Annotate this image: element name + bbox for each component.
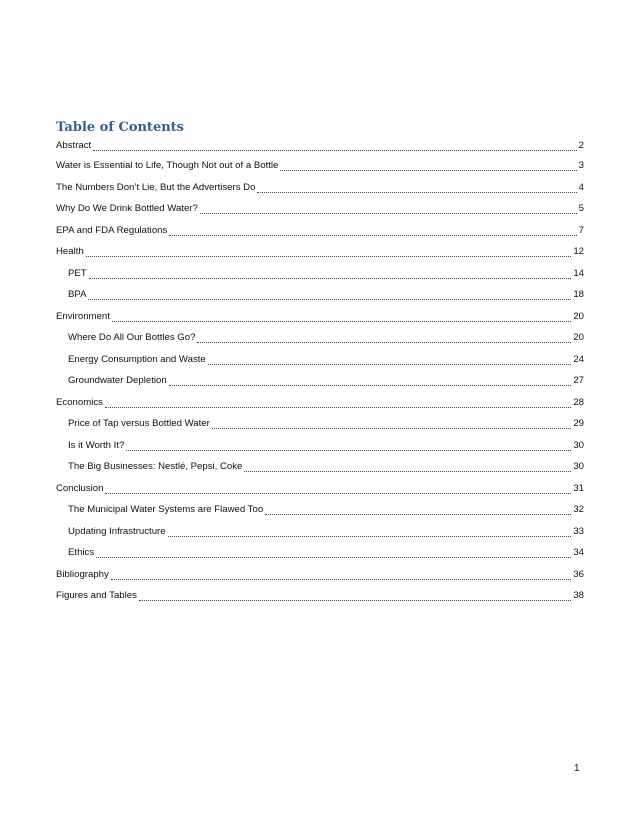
toc-entry-page: 2: [578, 140, 584, 151]
toc-entry-label: Ethics: [68, 547, 95, 558]
toc-entry-page: 14: [573, 267, 584, 279]
toc-entry-page: 28: [573, 396, 584, 408]
toc-entry-environment[interactable]: [56, 310, 584, 332]
toc-entry-groundwater[interactable]: [56, 374, 584, 396]
toc-leader-dots: [126, 441, 571, 451]
toc-entry-page: 24: [573, 353, 584, 365]
toc-entry-label: BPA: [68, 289, 87, 300]
toc-entry-page: 32: [573, 504, 584, 515]
toc-entry-page: 31: [573, 482, 584, 494]
toc-leader-dots: [280, 161, 576, 171]
toc-entry-page: 36: [573, 568, 584, 580]
toc-entry-label: Groundwater Depletion: [68, 375, 167, 386]
toc-leader-dots: [105, 398, 571, 408]
toc-leader-dots: [200, 204, 577, 214]
toc-leader-dots: [168, 527, 572, 537]
toc-entry-where-bottles-go[interactable]: [56, 331, 584, 353]
toc-leader-dots: [212, 419, 571, 429]
toc-entry-worth-it[interactable]: [56, 439, 584, 461]
toc-entry-label: Bibliography: [56, 568, 109, 580]
toc-leader-dots: [169, 376, 572, 386]
toc-entry-label: The Numbers Don’t Lie, But the Advertisers Do: [56, 181, 256, 193]
toc-entry-why-bottled-water[interactable]: [56, 202, 584, 224]
toc-entry-page: 27: [573, 375, 584, 386]
toc-entry-label: Energy Consumption and Waste: [68, 353, 206, 365]
toc-leader-dots: [105, 484, 571, 494]
toc-entry-label: Is it Worth It?: [68, 439, 125, 451]
toc-entry-pet[interactable]: [56, 267, 584, 289]
toc-leader-dots: [112, 312, 571, 322]
toc-leader-dots: [257, 183, 576, 193]
toc-entry-label: The Municipal Water Systems are Flawed Too: [68, 504, 264, 515]
toc-entry-label: Where Do All Our Bottles Go?: [68, 332, 196, 343]
toc-entry-page: 18: [573, 289, 584, 300]
toc-entry-label: Updating Infrastructure: [68, 525, 166, 537]
toc-entry-ethics[interactable]: [56, 546, 584, 568]
toc-leader-dots: [169, 226, 576, 236]
toc-entry-economics[interactable]: [56, 396, 584, 418]
toc-entry-big-businesses[interactable]: [56, 460, 584, 482]
toc-entry-bibliography[interactable]: [56, 568, 584, 590]
toc-entry-label: PET: [68, 267, 87, 279]
toc-leader-dots: [89, 269, 572, 279]
toc-entry-page: 20: [573, 310, 584, 322]
toc-entry-abstract[interactable]: [56, 139, 584, 159]
toc-entry-page: 33: [573, 525, 584, 537]
toc-entry-page: 30: [573, 439, 584, 451]
toc-entry-page: 3: [578, 160, 584, 171]
toc-entry-label: Why Do We Drink Bottled Water?: [56, 203, 198, 214]
toc-entry-page: 20: [573, 332, 584, 343]
table-of-contents: [56, 139, 584, 611]
toc-entry-label: Price of Tap versus Bottled Water: [68, 418, 210, 429]
toc-entry-conclusion[interactable]: [56, 482, 584, 504]
toc-leader-dots: [244, 462, 571, 472]
toc-leader-dots: [265, 505, 571, 515]
toc-leader-dots: [96, 548, 571, 558]
toc-entry-label: Environment: [56, 310, 110, 322]
toc-leader-dots: [208, 355, 572, 365]
toc-entry-label: Health: [56, 246, 84, 257]
toc-entry-page: 34: [573, 547, 584, 558]
toc-entry-label: Economics: [56, 396, 103, 408]
toc-entry-health[interactable]: [56, 245, 584, 267]
toc-entry-municipal-systems[interactable]: [56, 503, 584, 525]
toc-entry-label: Figures and Tables: [56, 590, 137, 601]
toc-entry-label: Abstract: [56, 140, 92, 151]
toc-entry-price-tap-bottled[interactable]: [56, 417, 584, 439]
toc-leader-dots: [197, 333, 571, 343]
toc-entry-figures-tables[interactable]: [56, 589, 584, 611]
toc-entry-bpa[interactable]: [56, 288, 584, 310]
toc-entry-water-essential[interactable]: [56, 159, 584, 181]
toc-entry-label: Water is Essential to Life, Though Not out of a Bottle: [56, 160, 279, 171]
toc-entry-page: 7: [578, 224, 584, 236]
toc-entry-numbers-dont-lie[interactable]: [56, 181, 584, 203]
toc-entry-epa-fda[interactable]: [56, 224, 584, 246]
toc-leader-dots: [88, 290, 571, 300]
toc-leader-dots: [111, 570, 572, 580]
toc-entry-page: 29: [573, 418, 584, 429]
toc-entry-label: The Big Businesses: Nestlé, Pepsi, Coke: [68, 461, 243, 472]
page-number: 1: [574, 763, 580, 774]
toc-entry-energy-consumption[interactable]: [56, 353, 584, 375]
toc-leader-dots: [86, 247, 572, 257]
toc-entry-label: EPA and FDA Regulations: [56, 224, 168, 236]
toc-entry-label: Conclusion: [56, 482, 104, 494]
toc-entry-page: 4: [578, 181, 584, 193]
toc-entry-updating-infrastructure[interactable]: [56, 525, 584, 547]
toc-entry-page: 30: [573, 461, 584, 472]
toc-title: Table of Contents: [56, 120, 184, 135]
toc-entry-page: 38: [573, 590, 584, 601]
toc-leader-dots: [139, 591, 571, 601]
toc-entry-page: 12: [573, 246, 584, 257]
toc-entry-page: 5: [578, 203, 584, 214]
toc-leader-dots: [93, 141, 576, 151]
